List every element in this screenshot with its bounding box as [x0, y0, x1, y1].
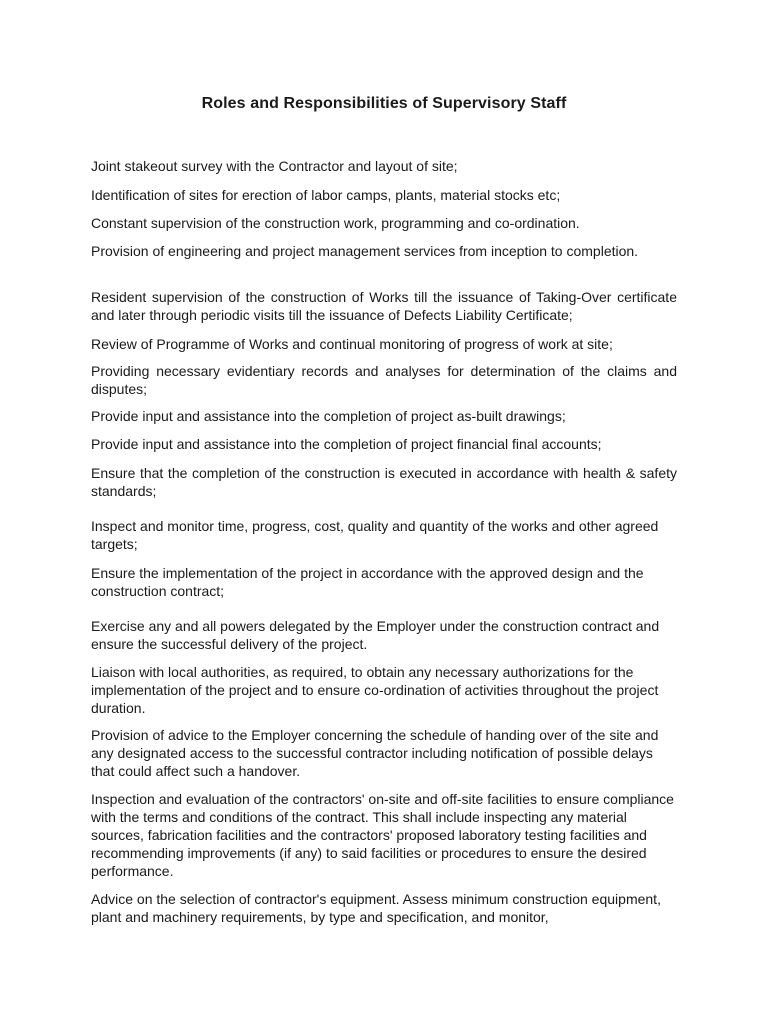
paragraph-evidentiary-records: Providing necessary evidentiary records and analyses for determination of the claims and disputes;	[91, 363, 677, 397]
paragraph-site-identification: Identification of sites for erection of labor camps, plants, material stocks etc;	[91, 187, 561, 203]
paragraph-constant-supervision: Constant supervision of the construction work, programming and co-ordination.	[91, 215, 580, 231]
paragraph-programme-review: Review of Programme of Works and continual monitoring of progress of work at site;	[91, 336, 613, 352]
paragraph-resident-supervision: Resident supervision of the construction of Works till the issuance of Taking-Over certificate and later through periodic visits till the issuance of Defects Liability Certificate;	[91, 289, 677, 323]
paragraph-approved-design: Ensure the implementation of the project in accordance with the approved design and the construction contract;	[91, 565, 644, 599]
paragraph-equipment-advice: Advice on the selection of contractor's equipment. Assess minimum construction equipment, plant and machinery requirements, by type and specification, and monitor,	[91, 891, 661, 925]
paragraph-site-handover: Provision of advice to the Employer concerning the schedule of handing over of the site and any designated access to the successful contractor including notification of possible delays that could affect such a handover.	[91, 727, 659, 779]
paragraph-stakeout-survey: Joint stakeout survey with the Contractor and layout of site;	[91, 158, 458, 174]
paragraph-engineering-services: Provision of engineering and project management services from inception to completion.	[91, 243, 639, 259]
paragraph-health-safety: Ensure that the completion of the construction is executed in accordance with health & safety standards;	[91, 465, 677, 499]
paragraph-local-authorities: Liaison with local authorities, as required, to obtain any necessary authorizations for the implementation of the project and to ensure co-ordination of activities throughout the project duration.	[91, 664, 659, 716]
paragraph-facilities-inspection: Inspection and evaluation of the contractors' on-site and off-site facilities to ensure compliance with the terms and conditions of the contract. This shall include inspecting any material sources, fabrication facilities and the contractors' proposed laboratory testing facilities and recommending improvements (if any) to said facilities or procedures to ensure the desired performance.	[91, 791, 674, 879]
document-title: Roles and Responsibilities of Supervisory Staff	[201, 95, 567, 112]
paragraph-inspect-monitor: Inspect and monitor time, progress, cost, quality and quantity of the works and other agreed targets;	[91, 518, 659, 552]
paragraph-final-accounts: Provide input and assistance into the completion of project financial final accounts;	[91, 436, 602, 452]
paragraph-employer-powers: Exercise any and all powers delegated by the Employer under the construction contract and ensure the successful delivery of the project.	[91, 618, 660, 652]
paragraph-as-built-drawings: Provide input and assistance into the completion of project as-built drawings;	[91, 408, 566, 424]
